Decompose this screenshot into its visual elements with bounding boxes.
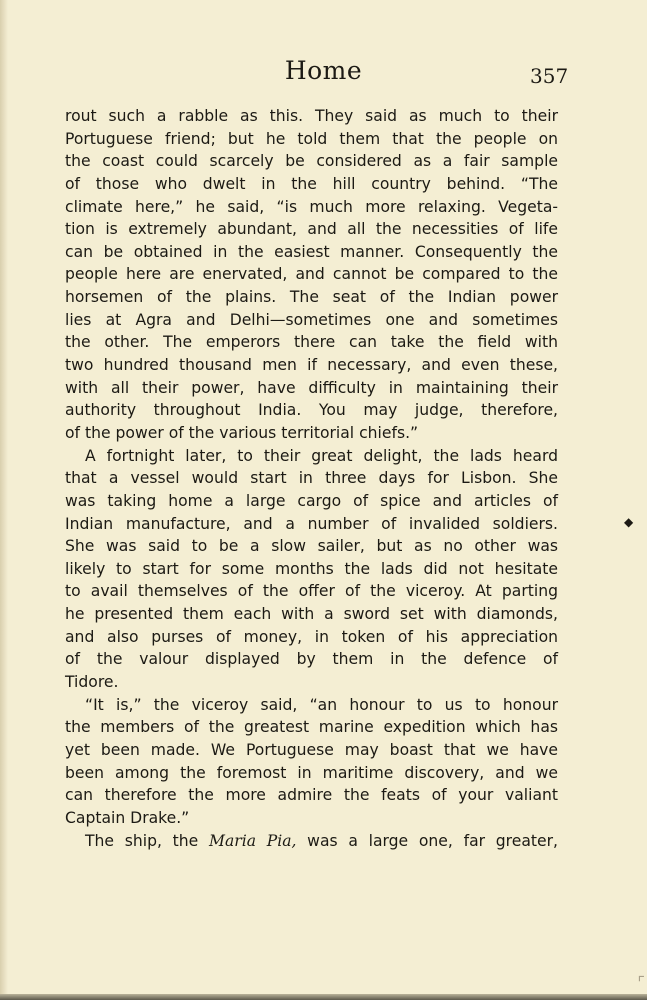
text-line: can therefore the more admire the feats of your valiant	[65, 786, 558, 805]
text-line: to avail themselves of the offer of the viceroy. At parting	[65, 582, 558, 601]
text-line: Indian manufacture, and a number of invalided soldiers.	[65, 514, 558, 533]
text-line: Captain Drake.”	[65, 808, 190, 827]
text-line: of those who dwelt in the hill country behind. “The	[65, 174, 558, 193]
text-line: climate here,” he said, “is much more relaxing. Vegeta-	[65, 197, 558, 216]
text-line: tion is extremely abundant, and all the necessities of life	[65, 220, 558, 239]
text-line: and also purses of money, in token of his appreciation	[65, 627, 558, 646]
page-corner-curl-icon: ⌜	[637, 973, 645, 992]
text-line: of the power of the various territorial chiefs.”	[65, 423, 419, 442]
page-bottom-edge	[0, 994, 647, 1000]
paragraph-first-line: “It is,” the viceroy said, “an honour to us to honour	[85, 695, 558, 714]
text-line: was taking home a large cargo of spice and articles of	[65, 491, 558, 510]
text-line: people here are enervated, and cannot be compared to the	[65, 265, 558, 284]
text-line: the members of the greatest marine expedition which has	[65, 718, 558, 737]
text-line: Tidore.	[65, 673, 119, 692]
page-number: 357	[530, 64, 569, 88]
text-line: the coast could scarcely be considered as a fair sample	[65, 152, 558, 171]
running-header	[0, 56, 647, 96]
text-line: yet been made. We Portuguese may boast that we have	[65, 740, 558, 759]
page-edge-shadow	[0, 0, 8, 1000]
text-run: The ship, the	[85, 831, 209, 850]
text-line: he presented them each with a sword set with diamonds,	[65, 605, 558, 624]
text-line: been among the foremost in maritime discovery, and we	[65, 763, 558, 782]
text-line: horsemen of the plains. The seat of the Indian power	[65, 288, 558, 307]
text-line: the other. The emperors there can take the field with	[65, 333, 558, 352]
margin-mark-icon: ◆	[624, 515, 634, 529]
text-line: with all their power, have difficulty in maintaining their	[65, 378, 558, 397]
text-line: likely to start for some months the lads did not hesitate	[65, 559, 558, 578]
ship-name: Maria Pia,	[208, 831, 297, 850]
text-run: was a large one, far greater,	[296, 831, 558, 850]
text-line: of the valour displayed by them in the defence of	[65, 650, 558, 669]
text-line: two hundred thousand men if necessary, and even these,	[65, 356, 558, 375]
paragraph-first-line	[65, 830, 558, 853]
paragraph-first-line: A fortnight later, to their great delight, the lads heard	[85, 446, 558, 465]
text-line: authority throughout India. You may judge, therefore,	[65, 401, 558, 420]
text-line: can be obtained in the easiest manner. Consequently the	[65, 242, 558, 261]
text-line: Portuguese friend; but he told them that the people on	[65, 129, 558, 148]
text-line: rout such a rabble as this. They said as much to their	[65, 107, 558, 125]
text-line: lies at Agra and Delhi—sometimes one and sometimes	[65, 310, 558, 329]
running-title: Home	[284, 56, 363, 85]
text-line: She was said to be a slow sailer, but as no other was	[65, 537, 558, 556]
text-line: that a vessel would start in three days for Lisbon. She	[65, 469, 558, 488]
body-text	[65, 105, 558, 852]
